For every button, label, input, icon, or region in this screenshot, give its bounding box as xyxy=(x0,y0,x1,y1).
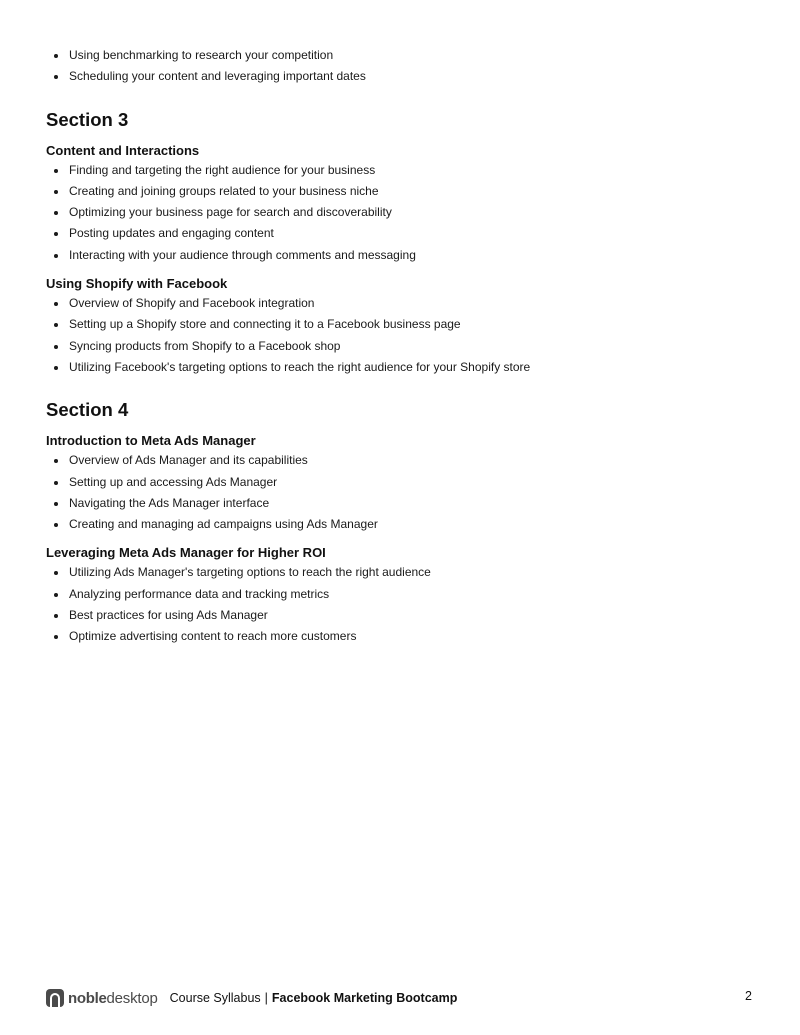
noble-logo-icon xyxy=(46,989,64,1007)
list-item: Setting up a Shopify store and connecting it to a Facebook business page xyxy=(46,314,756,335)
list-item: Setting up and accessing Ads Manager xyxy=(46,472,756,493)
list-item: Overview of Shopify and Facebook integration xyxy=(46,293,756,314)
footer-label: Course Syllabus xyxy=(169,991,261,1005)
shopify-facebook-list xyxy=(46,293,756,378)
shopify-facebook-title: Using Shopify with Facebook xyxy=(46,276,228,292)
list-item: Syncing products from Shopify to a Facebook shop xyxy=(46,336,756,357)
page-number: 2 xyxy=(745,989,752,1003)
list-item: Scheduling your content and leveraging important dates xyxy=(46,66,756,87)
list-item: Interacting with your audience through comments and messaging xyxy=(46,245,756,266)
noble-desktop-logo xyxy=(46,988,158,1008)
intro-list xyxy=(46,45,756,88)
list-item: Posting updates and engaging content xyxy=(46,223,756,244)
syllabus-content xyxy=(46,45,756,648)
list-item: Analyzing performance data and tracking metrics xyxy=(46,584,756,605)
footer-caption xyxy=(170,991,458,1005)
list-item: Creating and managing ad campaigns using Ads Manager xyxy=(46,514,756,535)
section-3-title: Section 3 xyxy=(46,108,129,130)
logo-word-desktop: desktop xyxy=(106,989,158,1007)
section-4-title: Section 4 xyxy=(46,399,129,421)
list-item: Creating and joining groups related to your business niche xyxy=(46,181,756,202)
ads-manager-intro-list xyxy=(46,450,756,535)
footer-course-name: Facebook Marketing Bootcamp xyxy=(271,991,458,1005)
content-interactions-title: Content and Interactions xyxy=(46,142,200,158)
ads-manager-intro-title: Introduction to Meta Ads Manager xyxy=(46,433,256,449)
list-item: Utilizing Facebook's targeting options to reach the right audience for your Shopify store xyxy=(46,357,756,378)
list-item: Using benchmarking to research your competition xyxy=(46,45,756,66)
list-item: Overview of Ads Manager and its capabilities xyxy=(46,450,756,471)
page-footer xyxy=(46,987,754,1009)
ads-manager-roi-title: Leveraging Meta Ads Manager for Higher ROI xyxy=(46,545,326,561)
list-item: Optimizing your business page for search and discoverability xyxy=(46,202,756,223)
footer-separator: | xyxy=(264,991,268,1005)
list-item: Optimize advertising content to reach more customers xyxy=(46,626,756,647)
logo-word-noble: noble xyxy=(68,989,107,1007)
ads-manager-roi-list xyxy=(46,562,756,647)
list-item: Best practices for using Ads Manager xyxy=(46,605,756,626)
list-item: Navigating the Ads Manager interface xyxy=(46,493,756,514)
list-item: Finding and targeting the right audience for your business xyxy=(46,160,756,181)
list-item: Utilizing Ads Manager's targeting options to reach the right audience xyxy=(46,562,756,583)
content-interactions-list xyxy=(46,160,756,266)
